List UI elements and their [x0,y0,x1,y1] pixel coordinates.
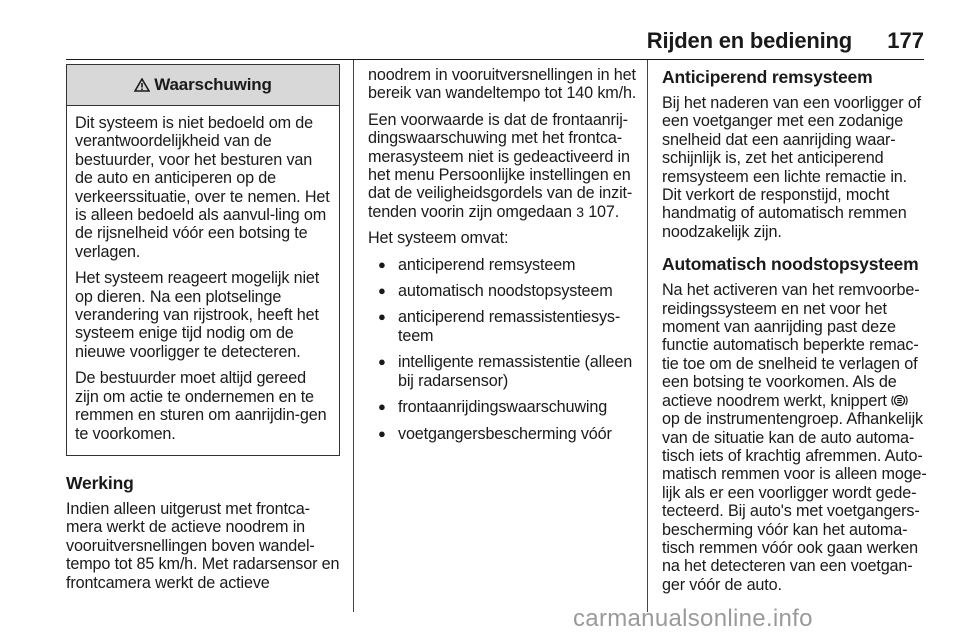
warning-triangle-icon [134,78,150,92]
condition-text: Een voorwaarde is dat de frontaanrij-dingswaarschuwing met het frontca-merasysteem niet is gedeactiveerd in het menu Persoonlijke instellingen en dat de veiligheidsgordels van de inzit-tenden voorin zijn omgedaan [368,110,633,221]
werking-heading: Werking [66,472,134,493]
warning-paragraph: Het systeem reageert mogelijk niet op dieren. Na een plotselinge verandering van rijstrook, heeft het systeem enige tijd nodig om de nieuwe voorligger te detecteren. [75,269,320,361]
list-item: ● anticiperend remassistentiesys-teem [368,308,638,345]
automatisch-text-before: Na het activeren van het remvoorbe-reidingssysteem en net voor het moment van aanrijding past deze functie automatisch beperkte remac-tie toe om de snelheid te verlagen of een botsing te voorkomen. Als de actieve noodrem werkt, knippert [662,281,920,410]
column-1 [66,64,340,600]
page-title: Rijden en bediening [646,28,852,53]
warning-paragraph: Dit systeem is niet bedoeld om de verantwoordelijkheid van de bestuurder, voor het besturen van de auto en anticiperen op de verkeerssituatie, over te nemen. Het is alleen bedoeld als aanvul-ling om de rijsnelheid vóór een botsing te verlagen. [75,114,330,261]
anticiperend-paragraph: Bij het naderen van een voorligger of een voetganger met een zodanige snelheid dat een aanrijding waar-schijnlijk is, zet het anticiperend remsysteem een lichte remactie in. Dit verkort de responstijd, mocht handmatig of automatisch remmen noodzakelijk zijn. [662,94,922,241]
list-item: ● intelligente remassistentie (alleen bij radarsensor) [368,353,638,390]
warning-header [67,65,339,106]
list-item: ● frontaanrijdingswaarschuwing [368,398,638,416]
continued-paragraph: noodrem in vooruitversnellingen in het bereik van wandeltempo tot 140 km/h. [368,66,637,103]
column-3 [662,66,930,602]
brake-warning-icon [891,392,908,409]
watermark: carmanualsonline.info [573,605,813,632]
warning-body [67,106,339,455]
page-header [0,22,960,62]
automatisch-paragraph [662,281,930,594]
page-reference-icon: 3 [576,203,584,220]
werking-paragraph: Indien alleen uitgerust met frontca-mera werkt de actieve noodrem in vooruitversnellingen boven wandel-tempo tot 85 km/h. Met radarsensor en frontcamera werkt de actieve [66,499,340,592]
list-item: ● anticiperend remsysteem [368,256,638,274]
warning-paragraph: De bestuurder moet altijd gereed zijn om actie te ondernemen en te remmen en sturen om aanrijdin-gen te voorkomen. [75,369,327,443]
condition-paragraph [368,111,638,221]
list-item: ● automatisch noodstopsysteem [368,282,638,300]
column-divider-right [647,60,648,612]
system-features-list [368,256,638,443]
header-rule [66,59,924,60]
automatisch-heading: Automatisch noodstopsysteem [662,254,919,275]
automatisch-text-after: op de instrumentengroep. Afhankelijk van de situatie kan de auto automa-tisch iets of krachtig afremmen. Auto-matisch remmen voor is alleen moge-lijk als er een voorligger wordt gede-tecteerd. Bij auto's met voetgangers-bescherming vóór kan het automa-tisch remmen vóór ook gaan werken na het detecteren van een voetgan-ger vóór de auto. [662,410,927,594]
page-number: 177 [887,28,924,53]
list-item: ● voetgangersbescherming vóór [368,425,638,443]
page-reference[interactable]: 107. [588,202,620,221]
list-intro: Het systeem omvat: [368,229,509,248]
column-2 [368,66,638,451]
column-divider-left [353,60,354,612]
warning-title: Waarschuwing [154,74,272,94]
anticiperend-heading: Anticiperend remsysteem [662,67,873,87]
warning-box [66,64,340,456]
